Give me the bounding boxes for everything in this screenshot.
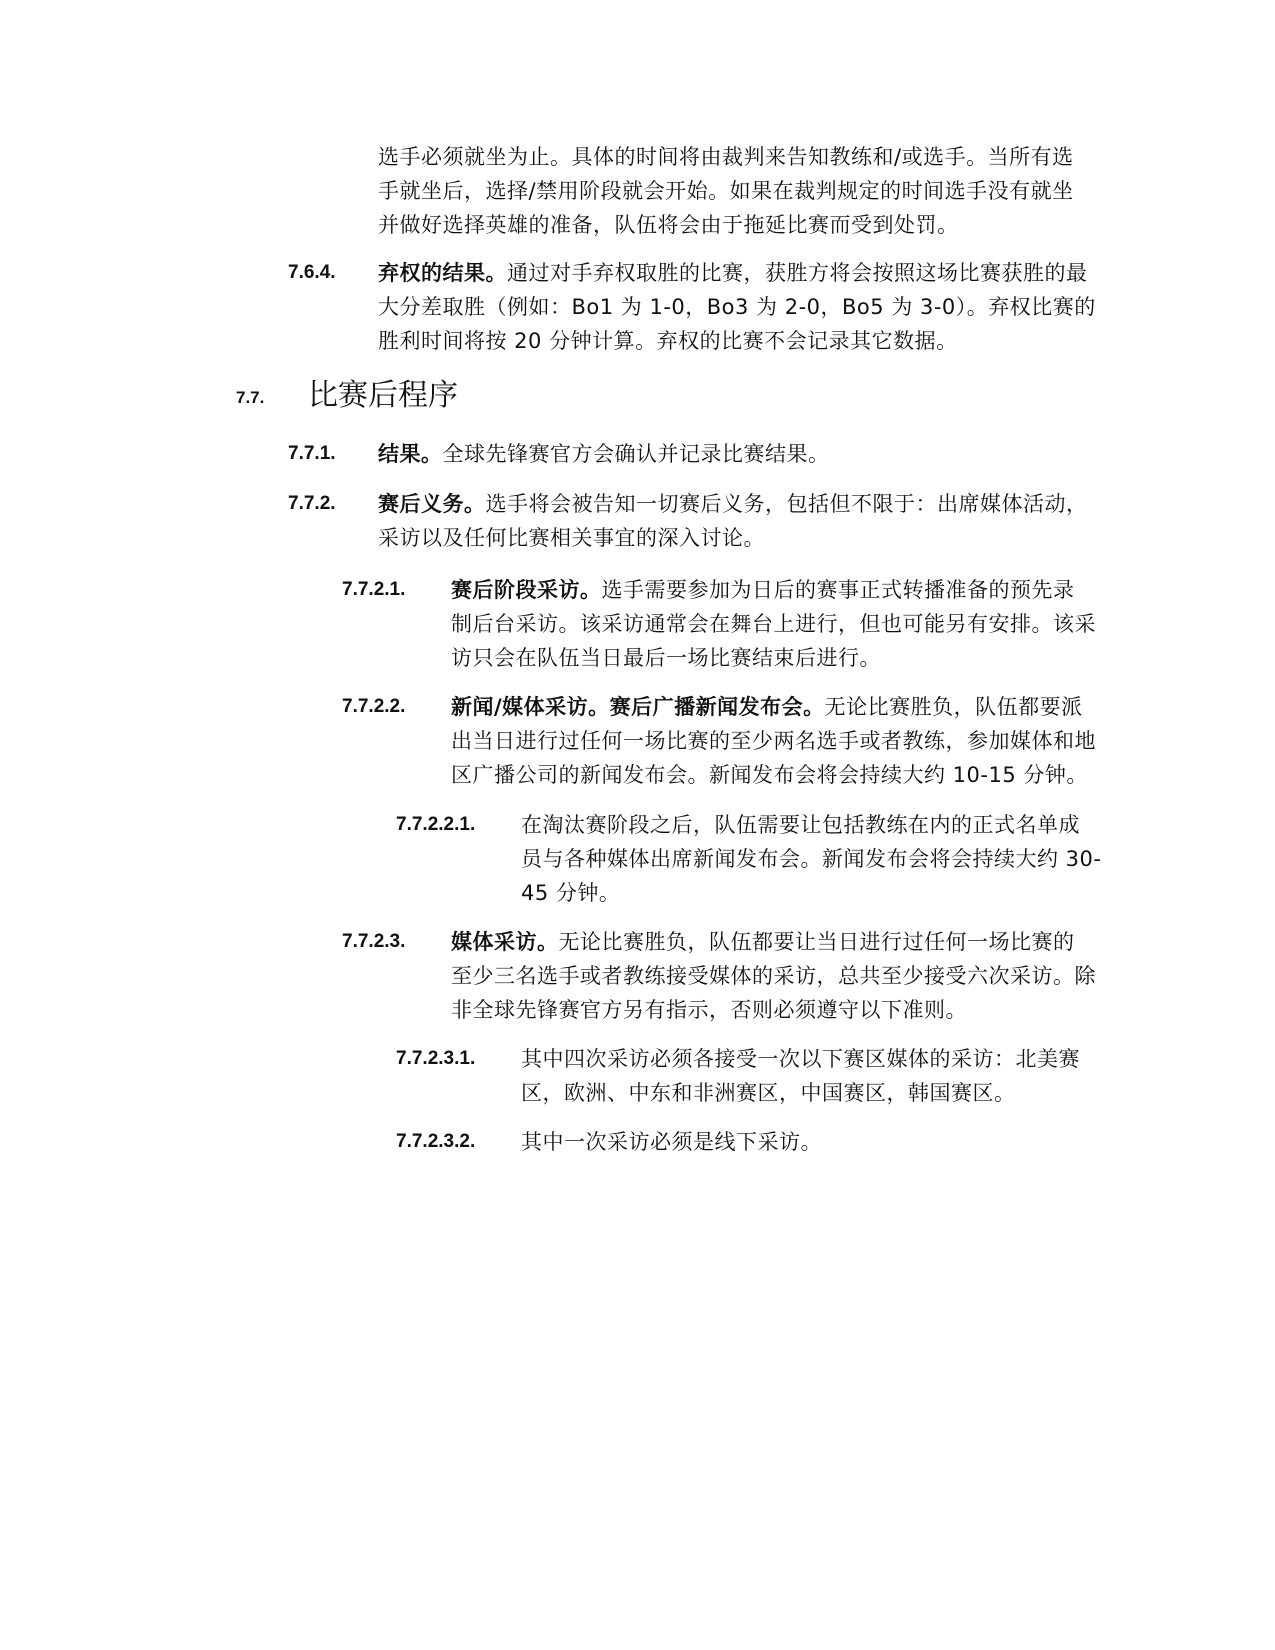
paragraph-line: 其中四次采访必须各接受一次以下赛区媒体的采访：北美赛 xyxy=(521,1047,1080,1071)
section-7-7-1-line-1 xyxy=(378,440,830,468)
paragraph-line: 出当日进行过任何一场比赛的至少两名选手或者教练，参加媒体和地 xyxy=(451,729,1096,753)
paragraph-text: 选手将会被告知一切赛后义务，包括但不限于：出席媒体活动， xyxy=(485,492,1088,516)
paragraph-line: 手就坐后，选择/禁用阶段就会开始。如果在裁判规定的时间选手没有就坐 xyxy=(378,179,1074,203)
paragraph-line: 大分差取胜（例如：Bo1 为 1-0，Bo3 为 2-0，Bo5 为 3-0）。弃权比赛的 xyxy=(378,295,1096,319)
section-title: 媒体采访。 xyxy=(451,930,559,954)
paragraph-line: 其中一次采访必须是线下采访。 xyxy=(521,1130,822,1154)
section-number-7-7: 7.7. xyxy=(236,388,265,407)
paragraph-text: 无论比赛胜负，队伍都要派 xyxy=(824,695,1083,719)
section-heading-7-7: 比赛后程序 xyxy=(308,378,458,413)
section-number-7-7-2: 7.7.2. xyxy=(288,493,336,514)
section-number-7-7-2-2-1: 7.7.2.2.1. xyxy=(396,814,476,835)
paragraph-line: 员与各种媒体出席新闻发布会。新闻发布会将会持续大约 30- xyxy=(521,847,1102,871)
section-title: 赛后阶段采访。 xyxy=(451,578,602,602)
section-7-7-2-line-1 xyxy=(378,490,1088,518)
section-title: 赛后义务。 xyxy=(378,492,486,516)
paragraph-text: 无论比赛胜负，队伍都要让当日进行过任何一场比赛的 xyxy=(558,930,1075,954)
section-number-7-7-2-3: 7.7.2.3. xyxy=(342,931,406,952)
paragraph-line: 区广播公司的新闻发布会。新闻发布会将会持续大约 10-15 分钟。 xyxy=(451,763,1088,787)
section-7-7-2-3-line-1 xyxy=(451,928,1075,956)
section-number-7-7-1: 7.7.1. xyxy=(288,443,336,464)
section-number-7-7-2-1: 7.7.2.1. xyxy=(342,579,406,600)
paragraph-text: 通过对手弃权取胜的比赛，获胜方将会按照这场比赛获胜的最 xyxy=(507,261,1088,285)
paragraph-line: 至少三名选手或者教练接受媒体的采访，总共至少接受六次采访。除 xyxy=(451,964,1096,988)
paragraph-line: 胜利时间将按 20 分钟计算。弃权的比赛不会记录其它数据。 xyxy=(378,329,958,353)
paragraph-line: 采访以及任何比赛相关事宜的深入讨论。 xyxy=(378,526,765,550)
section-number-7-6-4: 7.6.4. xyxy=(288,262,336,283)
paragraph-text: 全球先锋赛官方会确认并记录比赛结果。 xyxy=(442,442,830,466)
paragraph-line: 在淘汰赛阶段之后，队伍需要让包括教练在内的正式名单成 xyxy=(521,813,1080,837)
section-number-7-7-2-3-1: 7.7.2.3.1. xyxy=(396,1048,476,1069)
section-title: 新闻/媒体采访。赛后广播新闻发布会。 xyxy=(451,695,825,719)
paragraph-line: 45 分钟。 xyxy=(521,881,621,905)
paragraph-line: 选手必须就坐为止。具体的时间将由裁判来告知教练和/或选手。当所有选 xyxy=(378,145,1074,169)
paragraph-line: 非全球先锋赛官方另有指示，否则必须遵守以下准则。 xyxy=(451,998,967,1022)
section-title: 结果。 xyxy=(378,442,443,466)
section-7-6-4-line-1 xyxy=(378,259,1088,287)
section-7-7-2-1-line-1 xyxy=(451,576,1075,604)
section-7-7-2-2-line-1 xyxy=(451,693,1083,721)
paragraph-line: 制后台采访。该采访通常会在舞台上进行，但也可能另有安排。该采 xyxy=(451,612,1096,636)
section-number-7-7-2-3-2: 7.7.2.3.2. xyxy=(396,1131,476,1152)
section-number-7-7-2-2: 7.7.2.2. xyxy=(342,696,406,717)
paragraph-line: 区，欧洲、中东和非洲赛区，中国赛区，韩国赛区。 xyxy=(521,1081,1016,1105)
paragraph-line: 访只会在队伍当日最后一场比赛结束后进行。 xyxy=(451,646,881,670)
paragraph-text: 选手需要参加为日后的赛事正式转播准备的预先录 xyxy=(601,578,1075,602)
paragraph-line: 并做好选择英雄的准备，队伍将会由于拖延比赛而受到处罚。 xyxy=(378,213,959,237)
section-title: 弃权的结果。 xyxy=(378,261,507,285)
